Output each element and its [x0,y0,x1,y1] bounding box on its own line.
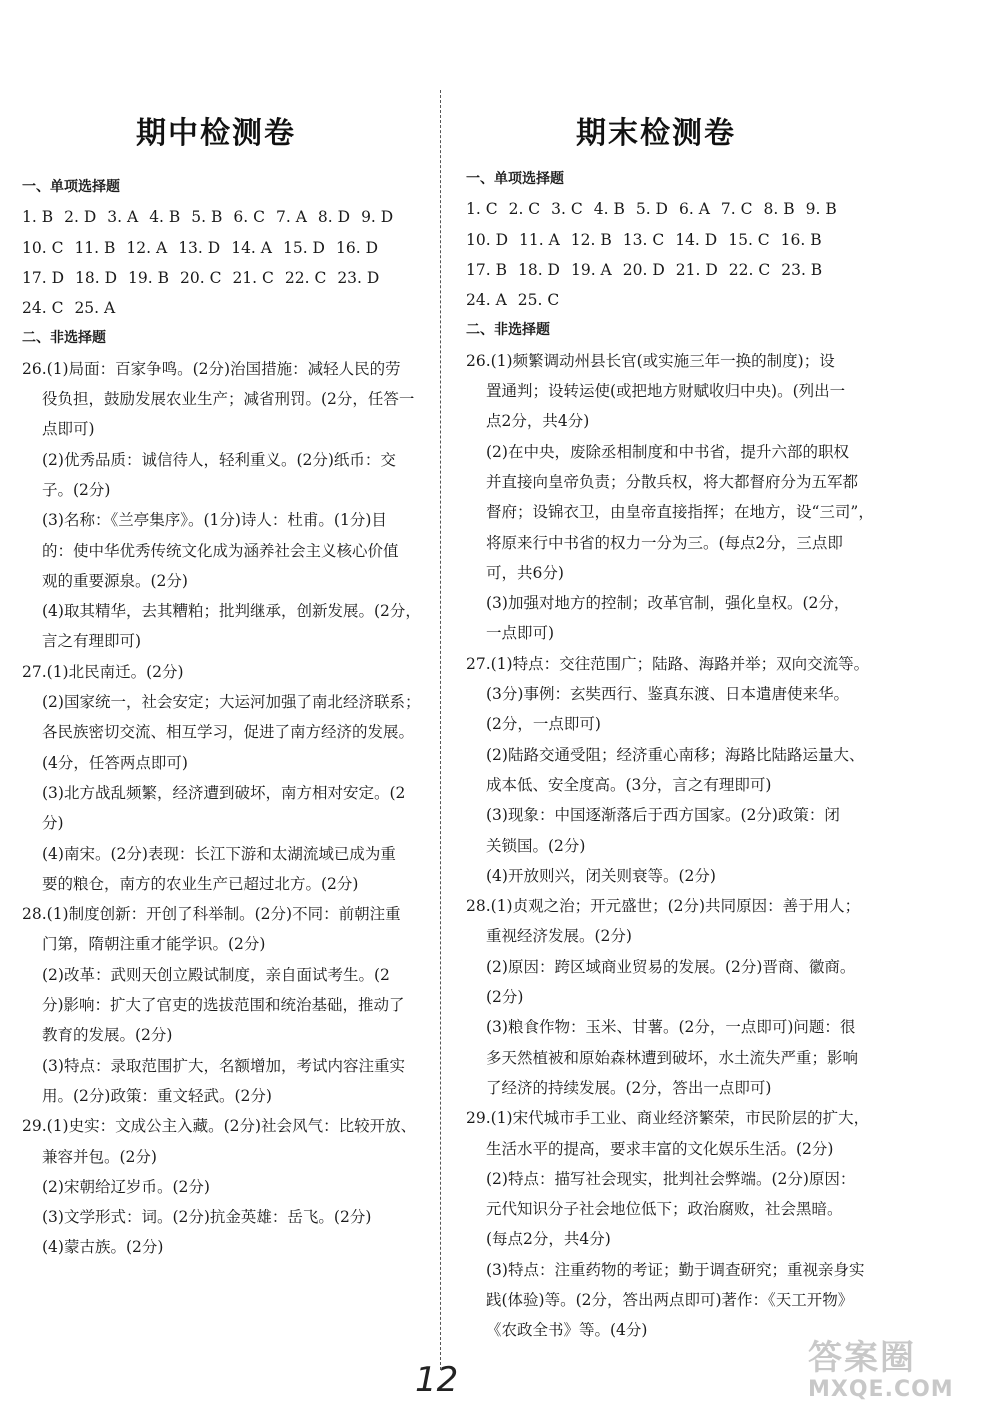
choice-answer: 13. D [178,238,221,257]
choice-answer: 23. B [781,260,823,279]
answer-line: (2分，一点即可) [486,715,601,734]
choice-answer: 7. A [275,208,307,227]
choice-answer: 2. C [508,200,541,219]
answer-line: (4)开放则兴，闭关则衰等。(2分) [486,866,716,885]
choice-row [466,285,866,315]
answer-line: 言之有理即可) [42,632,142,651]
choice-answer: 18. D [517,260,560,279]
answer-line: (2)特点：描写社会现实，批判社会弊端。(2分)原因： [486,1169,856,1188]
answer-line: 点即可) [42,420,95,439]
choice-answer: 16. B [780,230,822,249]
answer-line: (4)南宋。(2分)表现：长江下游和太湖流域已成为重 [42,844,396,863]
answer-line: (3)现象：中国逐渐落后于西方国家。(2分)政策：闭 [486,806,840,825]
answer-line: 关锁国。(2分) [486,836,586,855]
answer-line: 一点即可) [486,624,555,643]
answer-line: 《农政全书》等。(4分) [486,1321,648,1340]
choice-answer: 5. B [191,208,223,227]
answer-line: (3)文学形式：词。(2分)抗金英雄：岳飞。(2分) [42,1208,372,1227]
choice-answer: 6. C [233,208,265,227]
choice-answer: 19. A [570,260,612,279]
answer-line: 将原来行中书省的权力一分为三。(每点2分，三点即 [486,533,843,552]
answer-line: (3)特点：注重药物的考证；勤于调查研究；重视亲身实 [486,1260,865,1279]
choice-row [22,233,422,263]
answer-line: 了经济的持续发展。(2分，答出一点即可) [486,1078,772,1097]
answer-line: 践(体验)等。(2分，答出两点即可)著作：《天工开物》 [486,1290,854,1309]
watermark-main-text: 答案圈 [808,1338,916,1378]
answer-line: 各民族密切交流、相互学习，促进了南方经济的发展。 [42,723,415,742]
choice-answer: 1. B [22,208,54,227]
choice-answer: 3. A [107,208,139,227]
choice-answer: 10. C [22,238,64,257]
answer-line: (3)北方战乱频繁，经济遭到破坏，南方相对安定。(2 [42,783,406,802]
answer-line: (4)取其精华，去其糟粕；批判继承，创新发展。(2分， [42,602,421,621]
choice-row [466,255,866,285]
choice-answer: 15. C [728,230,770,249]
choice-answer: 9. B [805,200,837,219]
answer-line: 生活水平的提高，要求丰富的文化娱乐生活。(2分) [486,1139,834,1158]
choice-answer: 24. A [466,291,507,310]
choice-answer: 19. B [128,268,169,287]
answer-line: (4分，任答两点即可) [42,753,188,772]
final-exam-title: 期末检测卷 [576,116,736,151]
answer-line: (3)粮食作物：玉米、甘薯。(2分，一点即可)问题：很 [486,1018,856,1037]
choice-answer: 21. C [232,268,274,287]
choice-answer: 3. C [551,200,583,219]
choice-answer: 11. B [74,238,116,257]
choice-answer: 17. D [22,268,65,287]
choice-answer: 2. D [64,208,97,227]
answer-line: (3)加强对地方的控制；改革官制，强化皇权。(2分， [486,594,850,613]
choice-answer: 25. C [517,291,560,310]
answer-line: 门第，隋朝注重才能学识。(2分) [42,935,266,954]
answer-line: 26.(1)频繁调动州县长官(或实施三年一换的制度)；设 [466,351,835,370]
choice-answer: 9. D [361,208,394,227]
answer-line: 的：使中华优秀传统文化成为涵养社会主义核心价值 [42,541,399,560]
answer-line: (2)优秀品质：诚信待人，轻利重义。(2分)纸币：交 [42,450,396,469]
choice-answer: 23. D [337,268,380,287]
choice-answer: 14. A [231,238,272,257]
choice-answer: 1. C [466,200,498,219]
answer-line: 观的重要源泉。(2分) [42,571,188,590]
choice-answer: 14. D [675,230,718,249]
choice-answer: 22. C [728,260,771,279]
answer-line: (2)国家统一，社会安定；大运河加强了南北经济联系； [42,693,421,712]
watermark-sub-text: MXQE.COM [808,1377,954,1402]
choice-answer: 12. A [126,238,168,257]
choice-row [22,202,422,232]
choice-answer: 12. B [570,230,612,249]
answer-line: 29.(1)史实：文成公主入藏。(2分)社会风气：比较开放、 [22,1117,417,1136]
answer-line: 可，共6分) [486,563,564,582]
answer-line: 重视经济发展。(2分) [486,927,632,946]
section-heading-choice: 一、单项选择题 [466,171,564,187]
answer-line: 兼容并包。(2分) [42,1147,157,1166]
column-divider [440,90,441,1370]
answer-line: (每点2分，共4分) [486,1230,611,1249]
watermark-logo [808,1330,988,1406]
midterm-title: 期中检测卷 [136,116,296,151]
choice-answer: 18. D [75,268,118,287]
answer-line: 成本低、安全度高。(3分，言之有理即可) [486,775,772,794]
answer-line: 置通判；设转运使(或把地方财赋收归中央)。(列出一 [486,382,846,401]
choice-answer: 24. C [22,299,64,318]
answer-line: 子。(2分) [42,480,111,499]
choice-answer: 4. B [149,208,181,227]
section-heading-open: 二、非选择题 [22,330,106,347]
choice-row [466,194,866,224]
final-exam-answers [466,164,874,1346]
midterm-answers [22,172,422,1263]
choice-answer: 7. C [720,200,753,219]
answer-line: 役负担，鼓励发展农业生产；减省刑罚。(2分，任答一 [42,390,415,409]
choice-answer: 22. C [284,268,327,287]
choice-answer: 16. D [336,238,379,257]
answer-line: 点2分，共4分) [486,412,590,431]
answer-line: (2)原因：跨区域商业贸易的发展。(2分)晋商、徽商。 [486,957,856,976]
answer-line: 教育的发展。(2分) [42,1026,173,1045]
choice-answer: 20. D [622,260,665,279]
answer-line: (2分) [486,988,524,1007]
answer-line: 28.(1)制度创新：开创了科举制。(2分)不同：前朝注重 [22,905,401,924]
answer-line: 26.(1)局面：百家争鸣。(2分)治国措施：减轻人民的劳 [22,359,401,378]
choice-answer: 4. B [593,200,625,219]
choice-answer: 25. A [74,299,116,318]
answer-line: (2)宋朝给辽岁币。(2分) [42,1177,210,1196]
answer-line: (3)特点：录取范围扩大，名额增加，考试内容注重实 [42,1056,405,1075]
page-number: 12 [415,1360,459,1400]
answer-line: 并直接向皇帝负责；分散兵权，将大都督府分为五军都 [486,472,859,491]
section-heading-choice: 一、单项选择题 [22,179,120,195]
answer-line: (2)在中央，废除丞相制度和中书省，提升六部的职权 [486,442,849,461]
answer-line: 分) [42,814,64,833]
answer-line: (3分)事例：玄奘西行、鉴真东渡、日本遣唐使来华。 [486,685,849,704]
answer-line: 用。(2分)政策：重文轻武。(2分) [42,1086,272,1105]
choice-answer: 8. B [763,200,795,219]
answer-line: (2)陆路交通受阻；经济重心南移；海路比陆路运量大、 [486,745,865,764]
answer-line: 27.(1)特点：交往范围广；陆路、海路并举；双向交流等。 [466,654,870,673]
answer-line: 要的粮仓，南方的农业生产已超过北方。(2分) [42,874,359,893]
answer-line: 29.(1)宋代城市手工业、商业经济繁荣，市民阶层的扩大， [466,1109,870,1128]
choice-answer: 20. C [180,268,222,287]
answer-line: 督府；设锦衣卫，由皇帝直接指挥；在地方，设“三司”， [486,503,874,522]
section-heading-open: 二、非选择题 [466,322,550,339]
answer-line: 27.(1)北民南迁。(2分) [22,662,184,681]
choice-row [22,293,422,323]
choice-row [466,225,866,255]
answer-line: (4)蒙古族。(2分) [42,1238,164,1257]
answer-line: (2)改革：武则天创立殿试制度，亲自面试考生。(2 [42,965,390,984]
choice-answer: 21. D [675,260,718,279]
answer-line: 28.(1)贞观之治；开元盛世；(2分)共同原因：善于用人； [466,897,861,916]
choice-answer: 17. B [466,260,507,279]
choice-answer: 8. D [317,208,351,227]
answer-line: 多天然植被和原始森林遭到破坏，水土流失严重；影响 [486,1048,859,1067]
choice-row [22,263,422,293]
answer-line: 分)影响：扩大了官吏的选拔范围和统治基础，推动了 [42,996,405,1015]
answer-line: 元代知识分子社会地位低下；政治腐败，社会黑暗。 [486,1200,843,1219]
choice-answer: 10. D [466,230,509,249]
answer-line: (3)名称：《兰亭集序》。(1分)诗人：杜甫。(1分)目 [42,511,387,530]
choice-answer: 15. D [282,238,325,257]
choice-answer: 11. A [519,230,560,249]
choice-answer: 6. A [679,200,710,219]
choice-answer: 13. C [622,230,665,249]
choice-answer: 5. D [635,200,668,219]
